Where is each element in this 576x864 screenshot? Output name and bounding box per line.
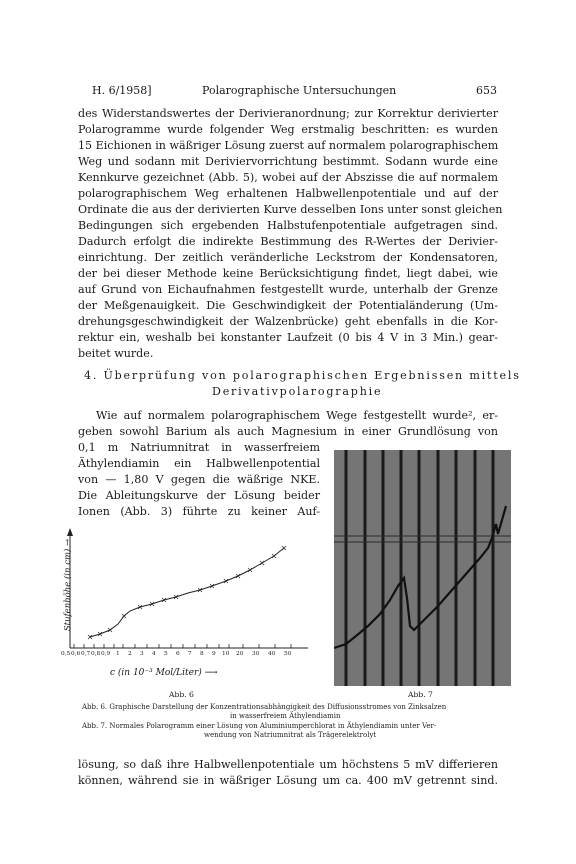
section-heading-cont: Derivativpolarographie (212, 385, 383, 398)
text-line: lösung, so daß ihre Halbwellenpotentiale um höchstens 5 mV differieren (78, 758, 498, 771)
data-point-marker (122, 614, 126, 618)
tick-label: 5 (164, 651, 168, 657)
figure-6-graph (60, 520, 310, 690)
page-number: 653 (476, 84, 497, 97)
caption-6-cont: in wasserfreiem Äthylendiamin (230, 712, 341, 720)
running-head-left: H. 6/1958] (92, 84, 152, 97)
section-heading: 4. Überprüfung von polarographischen Ergebnissen mittels (84, 369, 521, 382)
data-point-marker (272, 554, 276, 558)
data-point-marker (260, 561, 264, 565)
x-axis-label: c (in 10⁻³ Mol/Liter) ⟶ (110, 668, 218, 678)
text-line: Weg und sodann mit Deriviervorrichtung bestimmt. Sodann wurde eine (78, 155, 498, 168)
tick-label: 8 (200, 651, 204, 657)
text-line: drehungsgeschwindigkeit der Walzenbrücke) geht ebenfalls in die Kor- (78, 315, 498, 328)
data-point-marker (282, 546, 286, 550)
tick-label: 3 (140, 651, 144, 657)
y-axis-label: Stufenhöhe (in cm) → (63, 538, 73, 632)
text-line: können, während sie in wäßriger Lösung um ca. 400 mV getrennt sind. (78, 774, 498, 787)
tick-label: 0,7 (81, 651, 91, 657)
figure-7-polarogram (334, 450, 511, 686)
tick-label: 40 (268, 651, 276, 657)
data-point-marker (236, 574, 240, 578)
text-line: Wie auf normalem polarographischem Wege festgestellt wurde², er- (96, 409, 498, 422)
text-line: Kennkurve gezeichnet (Abb. 5), wobei auf der Abszisse die auf normalem (78, 171, 498, 184)
text-line: Die Ableitungskurve der Lösung beider (78, 489, 320, 502)
text-line: geben sowohl Barium als auch Magnesium in einer Grundlösung von (78, 425, 498, 438)
text-line: 0,1 m Natriumnitrat in wasserfreiem (78, 441, 320, 454)
caption-6: Abb. 6. Graphische Darstellung der Konzentrationsabhängigkeit des Diffusionsstromes von Zinksalzen (82, 703, 447, 711)
tick-label: 2 (128, 651, 132, 657)
tick-label: 50 (284, 651, 292, 657)
tick-label: 0,9 (101, 651, 111, 657)
text-line: rektur ein, weshalb bei konstanter Laufzeit (0 bis 4 V in 3 Min.) gear- (78, 331, 498, 344)
tick-label: 30 (252, 651, 260, 657)
caption-7-cont: wendung von Natriumnitrat als Trägerelektrolyt (204, 731, 377, 739)
data-point-marker (248, 568, 252, 572)
text-line: polarographischem Weg erhaltenen Halbwellenpotentiale und auf der (78, 187, 498, 200)
tick-label: 6 (176, 651, 180, 657)
text-line: Ordinate die aus der derivierten Kurve desselben Ions unter sonst gleichen (78, 203, 503, 216)
text-line: des Widerstandswertes der Derivieranordnung; zur Korrektur derivierter (78, 107, 498, 120)
running-head-title: Polarographische Untersuchungen (202, 84, 397, 97)
text-line: auf Grund von Eichaufnahmen festgestellt wurde, unterhalb der Grenze (78, 283, 498, 296)
text-line: der bei dieser Methode keine Berücksichtigung findet, liegt dabei, wie (78, 267, 498, 280)
text-line: 15 Eichionen in wäßriger Lösung zuerst auf normalem polarographischem (78, 139, 499, 152)
text-line: Polarogramme wurde folgender Weg erstmalig beschritten: es wurden (78, 123, 498, 136)
tick-label: 1 (116, 651, 120, 657)
caption-7: Abb. 7. Normales Polarogramm einer Lösung von Aluminiumperchlorat in Äthylendiamin unter Ver- (82, 722, 437, 730)
figure-6 (60, 520, 310, 690)
text-line: Bedingungen sich ergebenden Halbstufenpotentiale aufgetragen sind. (78, 219, 498, 232)
tick-label: 0,8 (91, 651, 101, 657)
text-line: von — 1,80 V gegen die wäßrige NKE. (78, 473, 320, 486)
text-line: einrichtung. Der zeitlich veränderliche Leckstrom der Kondensatoren, (78, 251, 498, 264)
text-line: Ionen (Abb. 3) führte zu keiner Auf- (78, 505, 320, 518)
tick-label: 4 (152, 651, 156, 657)
tick-label: 7 (188, 651, 192, 657)
data-point-marker (108, 628, 112, 632)
text-line: beitet wurde. (78, 347, 154, 360)
figure-7-trace (334, 450, 511, 686)
tick-label: 10 (222, 651, 230, 657)
tick-label: 20 (236, 651, 244, 657)
text-line: Dadurch erfolgt die indirekte Bestimmung des R-Wertes der Derivier- (78, 235, 498, 248)
figure-6-label: Abb. 6 (169, 690, 194, 699)
tick-label: 0,5 (61, 651, 71, 657)
text-line: der Meßgenauigkeit. Die Geschwindigkeit der Potentialänderung (Um- (78, 299, 498, 312)
figure-7-label: Abb. 7 (408, 690, 433, 699)
x-tick-labels (60, 651, 310, 661)
tick-label: 0,6 (71, 651, 81, 657)
text-line: Äthylendiamin ein Halbwellenpotential (78, 457, 320, 470)
tick-label: 9 (212, 651, 216, 657)
